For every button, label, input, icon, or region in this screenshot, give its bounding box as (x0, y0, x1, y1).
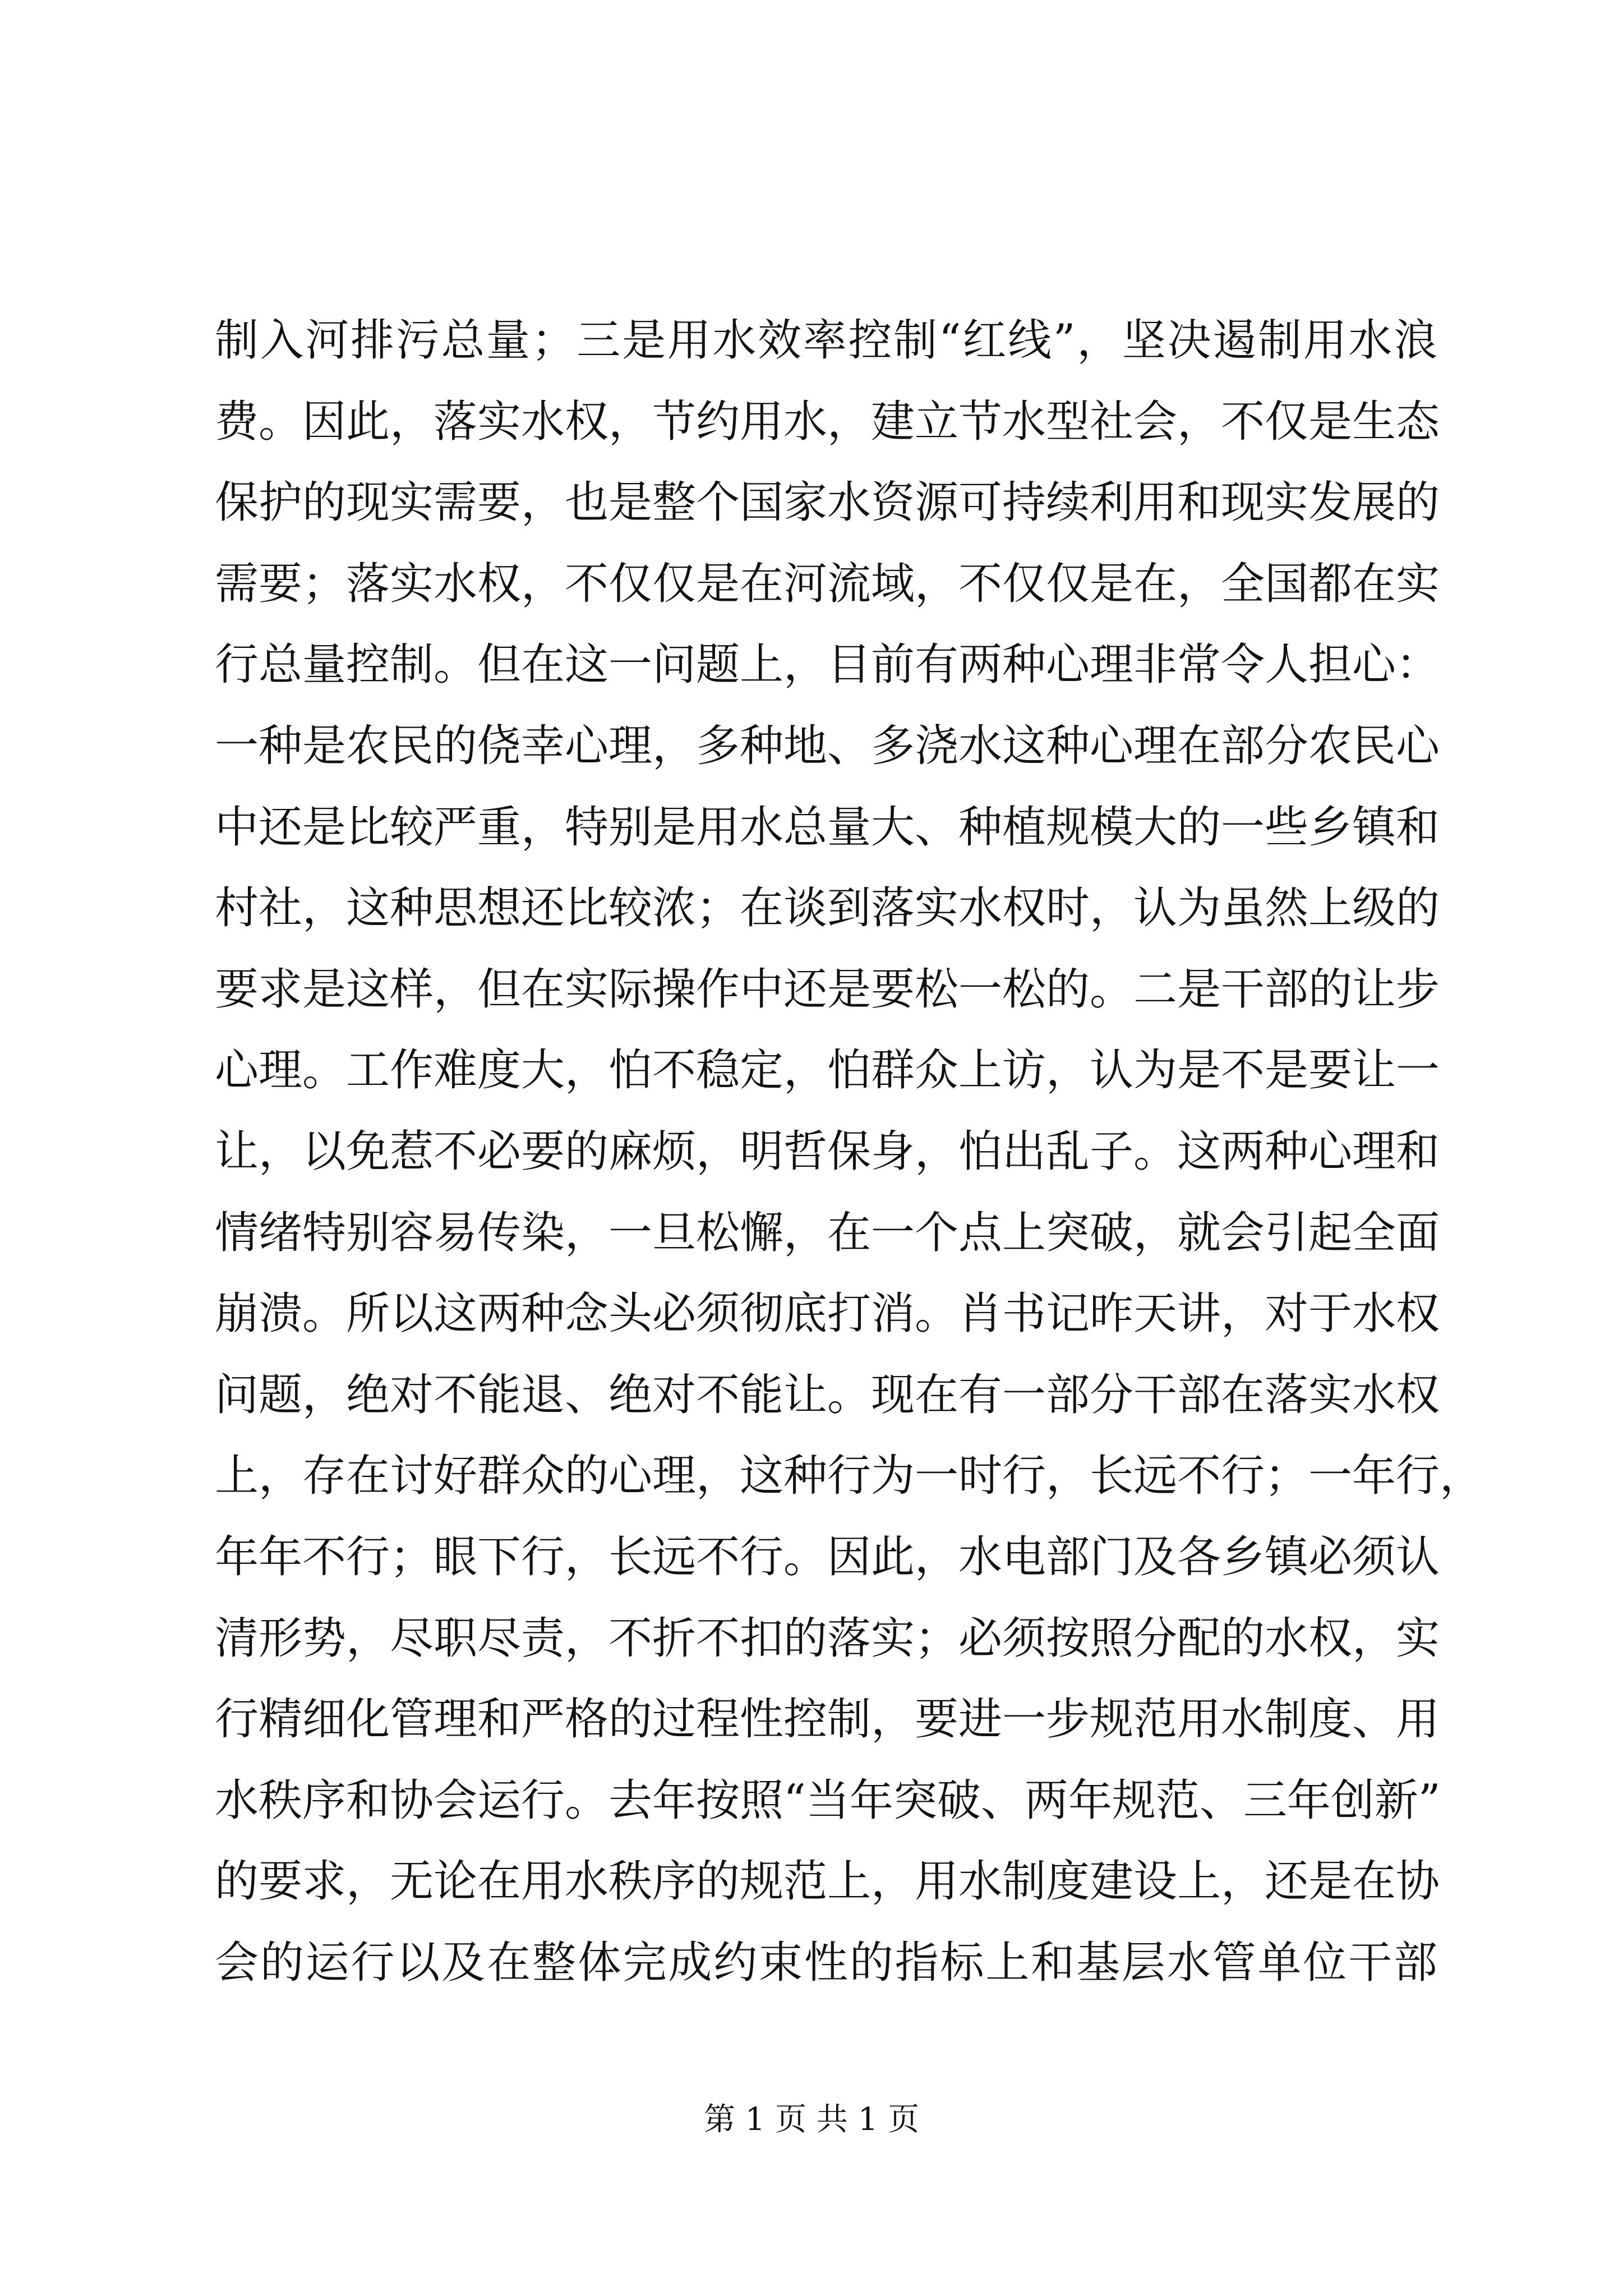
text-line: 制入河排污总量；三是用水效率控制“红线”，坚决遏制用水浪 (215, 315, 1437, 366)
text-line: 一种是农民的侥幸心理，多种地、多浇水这种心理在部分农民心 (215, 720, 1440, 771)
page-footer: 第 1 页 共 1 页 (703, 2101, 920, 2138)
text-line: 会的运行以及在整体完成约束性的指标上和基层水管单位干部 (215, 1937, 1437, 1988)
text-line: 行总量控制。但在这一问题上，目前有两种心理非常令人担心： (215, 639, 1440, 691)
text-line: 问题，绝对不能退、绝对不能让。现在有一部分干部在落实水权 (215, 1369, 1440, 1420)
text-line: 上，存在讨好群众的心理，这种行为一时行，长远不行；一年行， (215, 1451, 1484, 1502)
text-line: 让，以免惹不必要的麻烦，明哲保身，怕出乱子。这两种心理和 (215, 1126, 1440, 1177)
text-line: 清形势，尽职尽责，不折不扣的落实；必须按照分配的水权，实 (215, 1613, 1440, 1664)
text-line: 要求是这样，但在实际操作中还是要松一松的。二是干部的让步 (215, 964, 1440, 1015)
text-line: 中还是比较严重，特别是用水总量大、种植规模大的一些乡镇和 (215, 802, 1440, 853)
text-line: 心理。工作难度大，怕不稳定，怕群众上访，认为是不是要让一 (215, 1045, 1440, 1096)
text-line: 的要求，无论在用水秩序的规范上，用水制度建设上，还是在协 (215, 1856, 1440, 1907)
text-line: 年年不行；眼下行，长远不行。因此，水电部门及各乡镇必须认 (215, 1531, 1440, 1582)
text-line: 行精细化管理和严格的过程性控制，要进一步规范用水制度、用 (215, 1694, 1440, 1745)
body-text (215, 300, 1484, 2003)
text-line: 需要；落实水权，不仅仅是在河流域，不仅仅是在，全国都在实 (215, 558, 1440, 609)
text-line: 水秩序和协会运行。去年按照“当年突破、两年规范、三年创新” (215, 1775, 1441, 1826)
text-line: 费。因此，落实水权，节约用水，建立节水型社会，不仅是生态 (215, 396, 1440, 447)
text-line: 保护的现实需要，也是整个国家水资源可持续利用和现实发展的 (215, 477, 1440, 528)
text-line: 村社，这种思想还比较浓；在谈到落实水权时，认为虽然上级的 (215, 883, 1440, 934)
text-line: 崩溃。所以这两种念头必须彻底打消。肖书记昨天讲，对于水权 (215, 1289, 1440, 1340)
text-line: 情绪特别容易传染，一旦松懈，在一个点上突破，就会引起全面 (215, 1207, 1440, 1258)
